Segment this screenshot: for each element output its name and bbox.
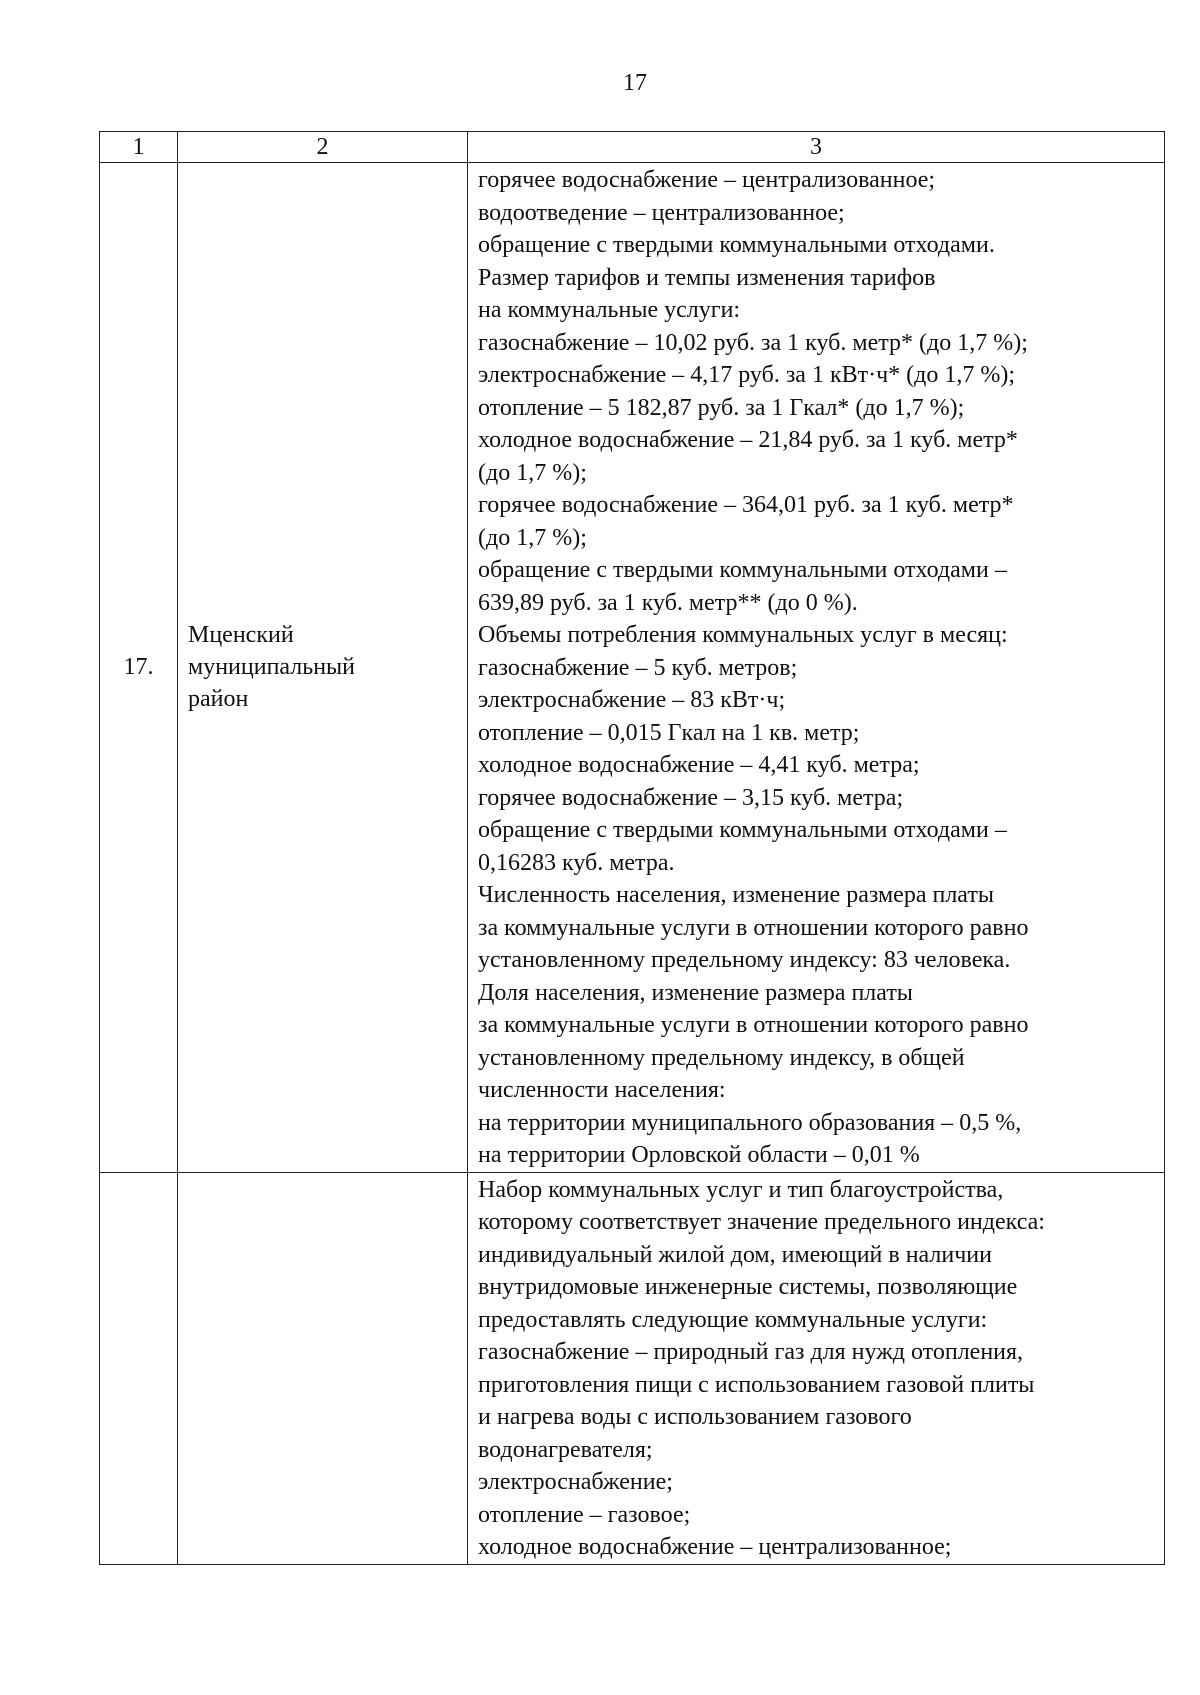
- text-line: горячее водоснабжение – 364,01 руб. за 1 куб. метр*: [478, 492, 1014, 518]
- table-row: [100, 1172, 1165, 1564]
- text-line: электроснабжение;: [478, 1469, 673, 1495]
- text-line: индивидуальный жилой дом, имеющий в наличии: [478, 1241, 992, 1268]
- text-line: 639,89 руб. за 1 куб. метр** (до 0 %).: [478, 589, 858, 616]
- text-line: водоотведение – централизованное;: [478, 199, 845, 226]
- text-line: обращение с твердыми коммунальными отходами –: [478, 817, 1007, 843]
- text-line: на территории муниципального образования – 0,5 %,: [478, 1109, 1022, 1136]
- text-line: которому соответствует значение предельного индекса:: [478, 1209, 1045, 1235]
- column-header-2: 2: [178, 132, 468, 163]
- text-line: холодное водоснабжение – 21,84 руб. за 1 куб. метр*: [478, 427, 1018, 453]
- municipality-name-line: район: [188, 686, 249, 713]
- text-line: Набор коммунальных услуг и тип благоустройства,: [478, 1176, 1004, 1203]
- row-number-cell: [100, 163, 178, 1173]
- text-line: на территории Орловской области – 0,01 %: [478, 1142, 920, 1168]
- municipality-cell: [178, 1172, 468, 1564]
- text-line: холодное водоснабжение – 4,41 куб. метра;: [478, 752, 920, 778]
- text-line: (до 1,7 %);: [478, 459, 587, 486]
- text-line: электроснабжение – 4,17 руб. за 1 кВт·ч* (до 1,7 %);: [478, 362, 1016, 388]
- text-line: горячее водоснабжение – 3,15 куб. метра;: [478, 784, 904, 811]
- text-line: обращение с твердыми коммунальными отходами –: [478, 557, 1007, 583]
- text-line: на коммунальные услуги:: [478, 297, 741, 323]
- text-line: и нагрева воды с использованием газового: [478, 1404, 912, 1430]
- description-cell: [468, 163, 1165, 1173]
- text-line: за коммунальные услуги в отношении которого равно: [478, 1012, 1029, 1038]
- table-header-row: [100, 132, 1165, 163]
- text-line: газоснабжение – природный газ для нужд отопления,: [478, 1339, 1024, 1365]
- page-number: 17: [623, 70, 647, 96]
- text-line: отопление – газовое;: [478, 1501, 691, 1528]
- text-line: отопление – 5 182,87 руб. за 1 Гкал* (до 1,7 %);: [478, 394, 965, 421]
- row-number: 17.: [123, 653, 154, 680]
- text-line: холодное водоснабжение – централизованное;: [478, 1534, 952, 1560]
- text-line: 0,16283 куб. метра.: [478, 849, 675, 876]
- municipality-name-line: Мценский: [188, 622, 294, 649]
- municipality-cell: [178, 163, 468, 1173]
- text-line: Численность населения, изменение размера платы: [478, 882, 994, 908]
- text-line: обращение с твердыми коммунальными отходами.: [478, 232, 995, 258]
- text-line: Объемы потребления коммунальных услуг в месяц:: [478, 622, 1008, 648]
- column-header-3: 3: [468, 132, 1165, 163]
- text-line: установленному предельному индексу, в общей: [478, 1044, 965, 1071]
- text-line: Размер тарифов и темпы изменения тарифов: [478, 264, 936, 291]
- text-line: Доля населения, изменение размера платы: [478, 979, 913, 1006]
- municipality-name-line: муниципальный: [188, 654, 356, 681]
- text-line: горячее водоснабжение – централизованное;: [478, 167, 936, 193]
- row-number-cell: [100, 1172, 178, 1564]
- text-line: (до 1,7 %);: [478, 524, 587, 551]
- text-line: внутридомовые инженерные системы, позволяющие: [478, 1274, 1018, 1300]
- text-line: отопление – 0,015 Гкал на 1 кв. метр;: [478, 719, 860, 746]
- text-line: электроснабжение – 83 кВт·ч;: [478, 687, 786, 713]
- text-line: за коммунальные услуги в отношении которого равно: [478, 914, 1029, 941]
- text-line: приготовления пищи с использованием газовой плиты: [478, 1371, 1035, 1398]
- description-cell: [468, 1172, 1165, 1564]
- table-row: [100, 163, 1165, 1173]
- column-header-1: 1: [100, 132, 178, 163]
- text-line: установленному предельному индексу: 83 человека.: [478, 947, 1011, 973]
- text-line: численности населения:: [478, 1077, 726, 1103]
- text-line: водонагревателя;: [478, 1436, 653, 1463]
- text-line: газоснабжение – 5 куб. метров;: [478, 654, 798, 681]
- text-line: предоставлять следующие коммунальные услуги:: [478, 1306, 988, 1333]
- document-table: [99, 131, 1165, 1565]
- text-line: газоснабжение – 10,02 руб. за 1 куб. метр* (до 1,7 %);: [478, 329, 1028, 356]
